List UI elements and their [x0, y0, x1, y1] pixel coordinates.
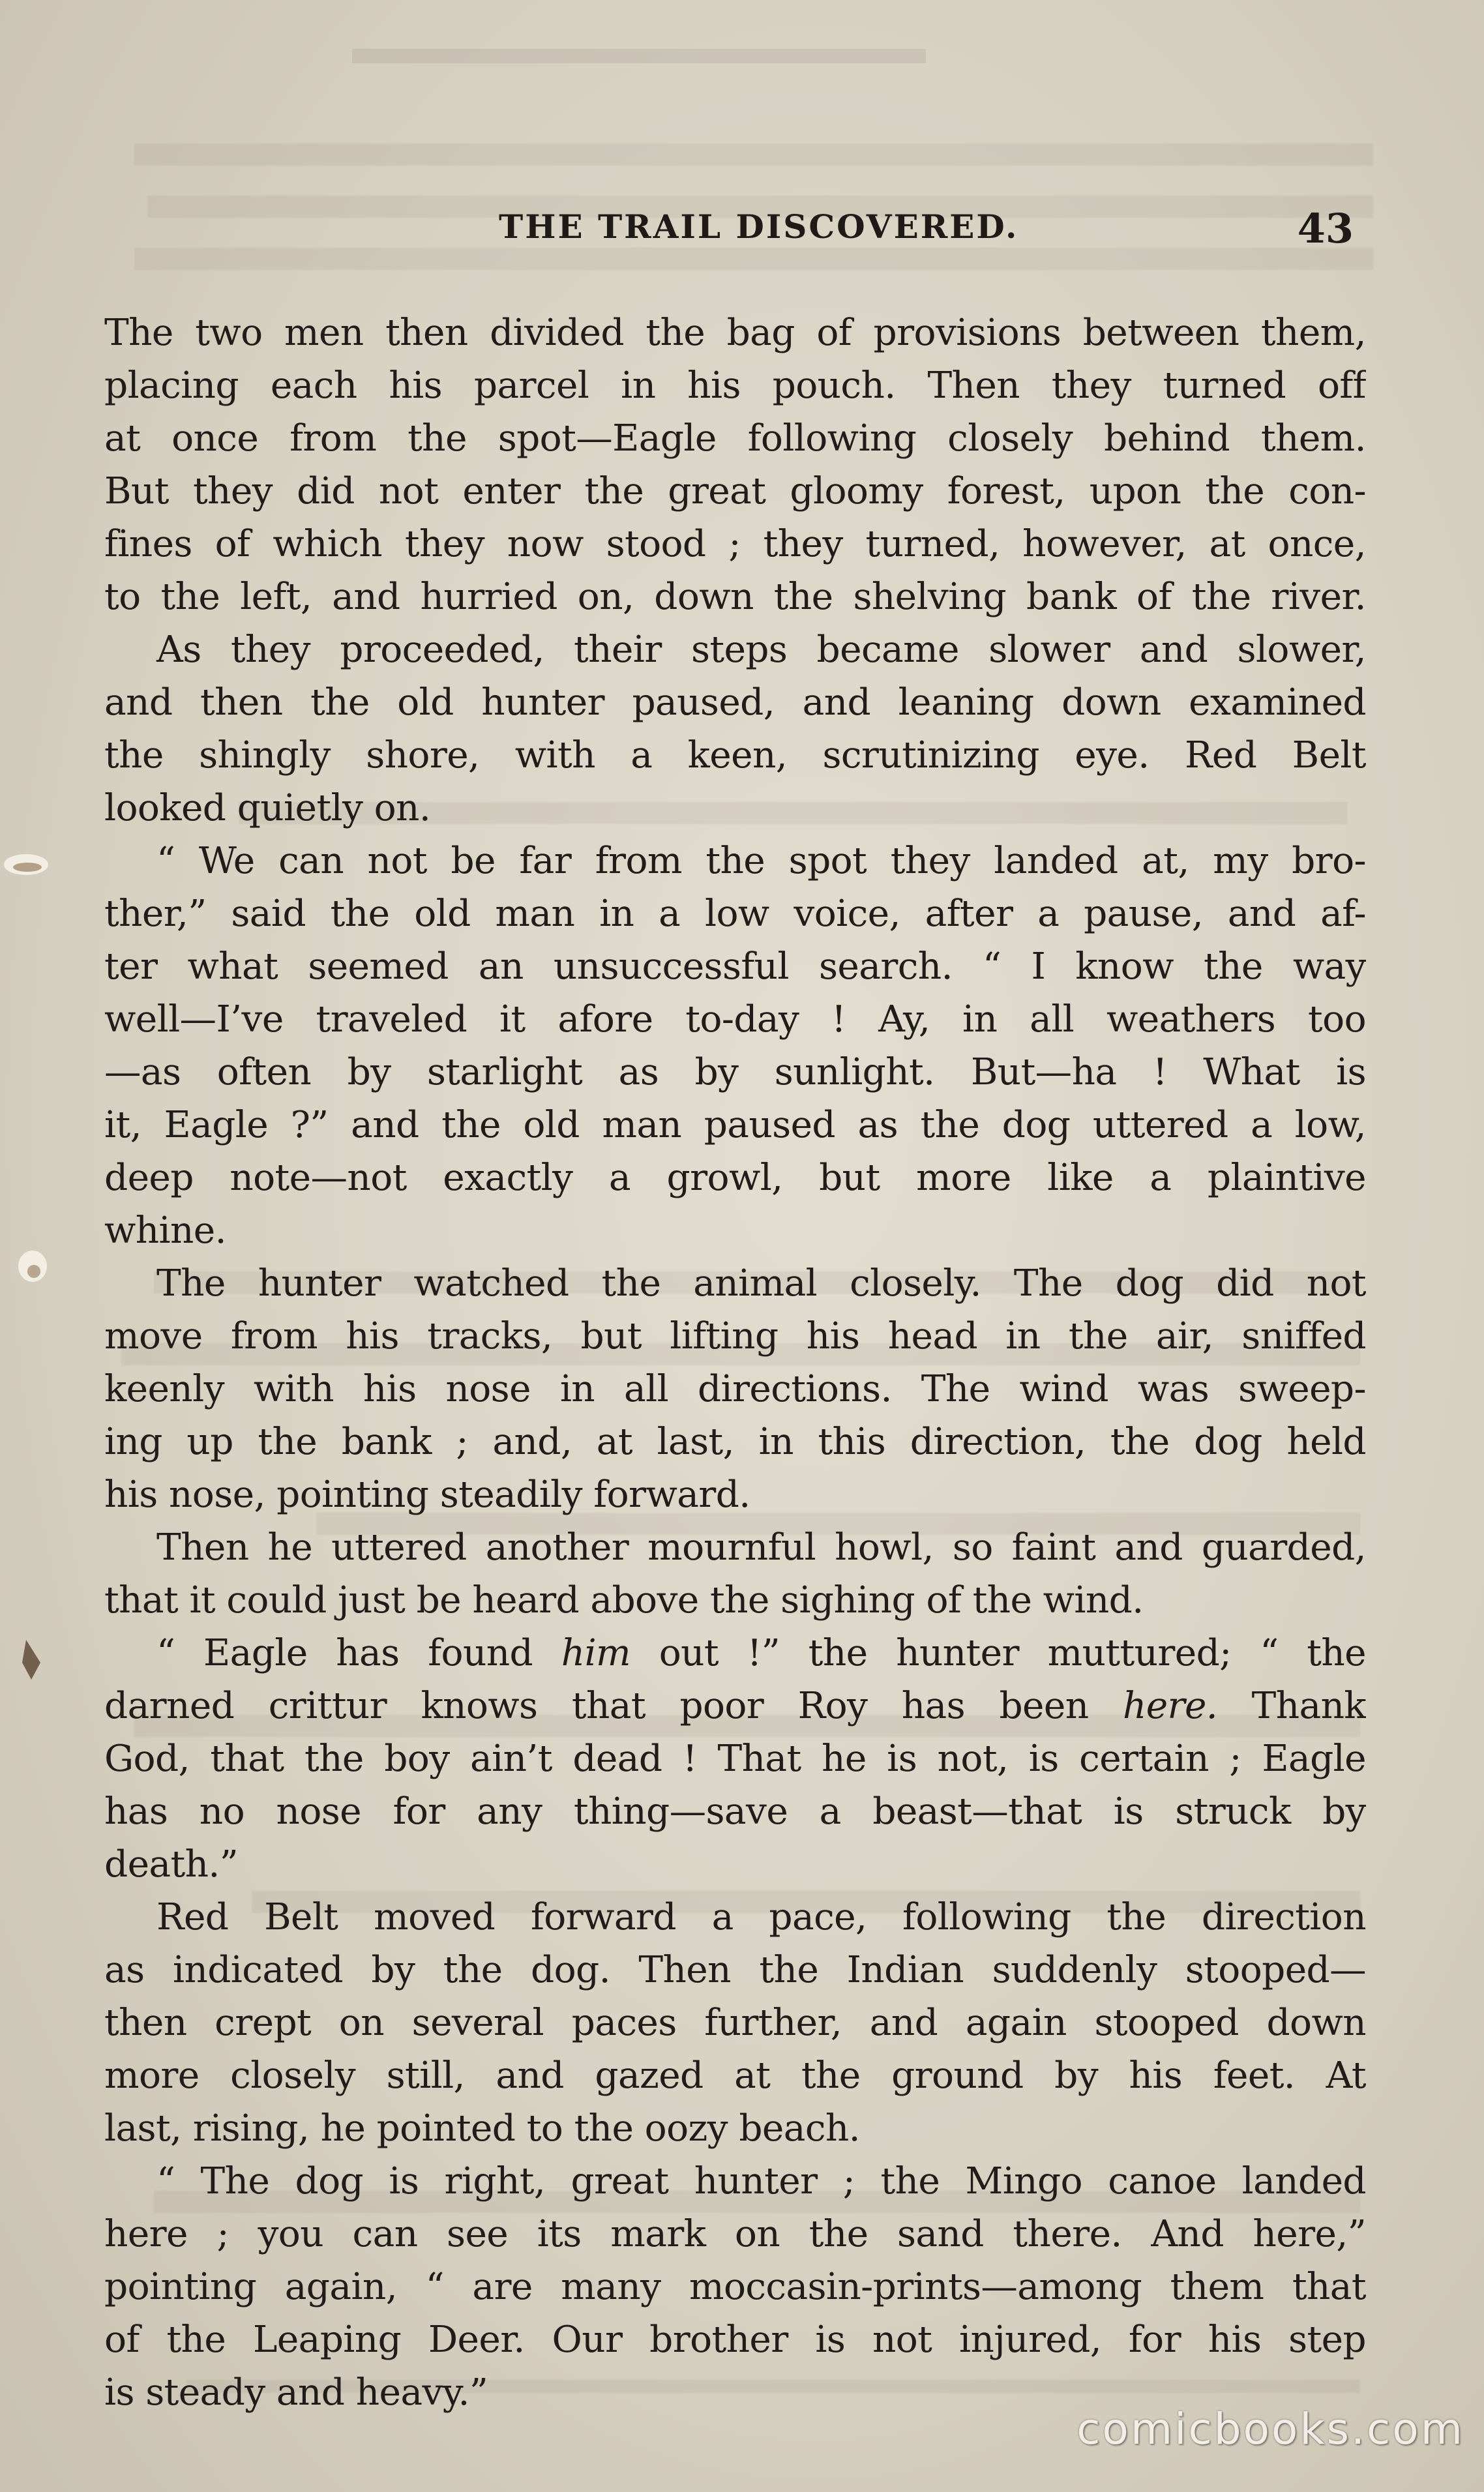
text-line: is steady and heavy.”	[104, 2371, 488, 2414]
text-line: fines of which they now stood ; they turned, however, at once,	[104, 523, 1366, 565]
text-line: to the left, and hurried on, down the shelving bank of the river.	[104, 576, 1366, 618]
binding-hole-mark	[0, 1637, 62, 1682]
text-line: ing up the bank ; and, at last, in this direction, the dog held	[104, 1421, 1366, 1463]
text-line: last, rising, he pointed to the oozy beach.	[104, 2107, 861, 2150]
running-head	[104, 207, 1354, 260]
text-line: “ The dog is right, great hunter ; the Mingo canoe landed	[156, 2160, 1366, 2203]
text-line: But they did not enter the great gloomy forest, upon the con-	[104, 470, 1366, 512]
text-line: death.”	[104, 1843, 239, 1886]
text-line: God, that the boy ain’t dead ! That he is not, is certain ; Eagle	[104, 1738, 1366, 1780]
text-line: move from his tracks, but lifting his head in the air, sniffed	[104, 1315, 1366, 1357]
watermark: comicbooks.com	[1076, 2404, 1464, 2454]
text-line: whine.	[104, 1209, 227, 1252]
text-line: deep note—not exactly a growl, but more like a plaintive	[104, 1157, 1366, 1199]
text-line: keenly with his nose in all directions. The wind was sweep-	[104, 1368, 1366, 1410]
text-segment: Thank	[1217, 1685, 1366, 1727]
binding-hole-mark	[0, 1245, 62, 1291]
text-line: The two men then divided the bag of provisions between them,	[104, 312, 1366, 354]
text-line: The hunter watched the animal closely. The dog did not	[156, 1262, 1366, 1305]
text-line: Then he uttered another mournful howl, so faint and guarded,	[156, 1526, 1366, 1569]
binding-hole-mark	[0, 841, 62, 887]
text-line: at once from the spot—Eagle following closely behind them.	[104, 417, 1366, 460]
text-line: Red Belt moved forward a pace, following the direction	[156, 1896, 1366, 1938]
text-line: “ We can not be far from the spot they landed at, my bro-	[156, 840, 1366, 882]
text-line: here ; you can see its mark on the sand there. And here,”	[104, 2213, 1366, 2255]
text-line: placing each his parcel in his pouch. Then they turned off	[104, 364, 1366, 407]
text-line: and then the old hunter paused, and leaning down examined	[104, 681, 1366, 724]
text-segment: “ Eagle has found	[156, 1632, 561, 1674]
body-text	[104, 306, 1366, 2419]
text-line: ter what seemed an unsuccessful search. “ I know the way	[104, 945, 1366, 988]
text-line: his nose, pointing steadily forward.	[104, 1474, 750, 1516]
text-line	[104, 1627, 1366, 1680]
text-line: has no nose for any thing—save a beast—that is struck by	[104, 1790, 1366, 1833]
text-line: well—I’ve traveled it afore to-day ! Ay, in all weathers too	[104, 998, 1366, 1041]
text-line: it, Eagle ?” and the old man paused as the dog uttered a low,	[104, 1104, 1366, 1146]
text-line: —as often by starlight as by sunlight. But—ha ! What is	[104, 1051, 1366, 1093]
text-line: that it could just be heard above the sighing of the wind.	[104, 1579, 1144, 1622]
text-line: the shingly shore, with a keen, scrutinizing eye. Red Belt	[104, 734, 1366, 777]
text-line: pointing again, “ are many moccasin-prints—among them that	[104, 2266, 1366, 2308]
italic-word: here.	[1122, 1685, 1218, 1727]
text-line: looked quietly on.	[104, 787, 431, 829]
running-title: THE TRAIL DISCOVERED.	[499, 207, 1019, 246]
text-line: more closely still, and gazed at the ground by his feet. At	[104, 2054, 1366, 2097]
text-segment: darned crittur knows that poor Roy has been	[104, 1685, 1123, 1727]
text-line: ther,” said the old man in a low voice, after a pause, and af-	[104, 893, 1366, 935]
text-line: As they proceeded, their steps became slower and slower,	[156, 629, 1366, 671]
text-line: then crept on several paces further, and again stooped down	[104, 2002, 1366, 2044]
italic-word: him	[561, 1632, 631, 1674]
text-line	[104, 1680, 1366, 1732]
text-line: as indicated by the dog. Then the Indian suddenly stooped—	[104, 1949, 1366, 1991]
text-segment: out !” the hunter muttured; “ the	[631, 1632, 1366, 1674]
page-number: 43	[1297, 205, 1354, 252]
text-line: of the Leaping Deer. Our brother is not injured, for his step	[104, 2319, 1366, 2361]
